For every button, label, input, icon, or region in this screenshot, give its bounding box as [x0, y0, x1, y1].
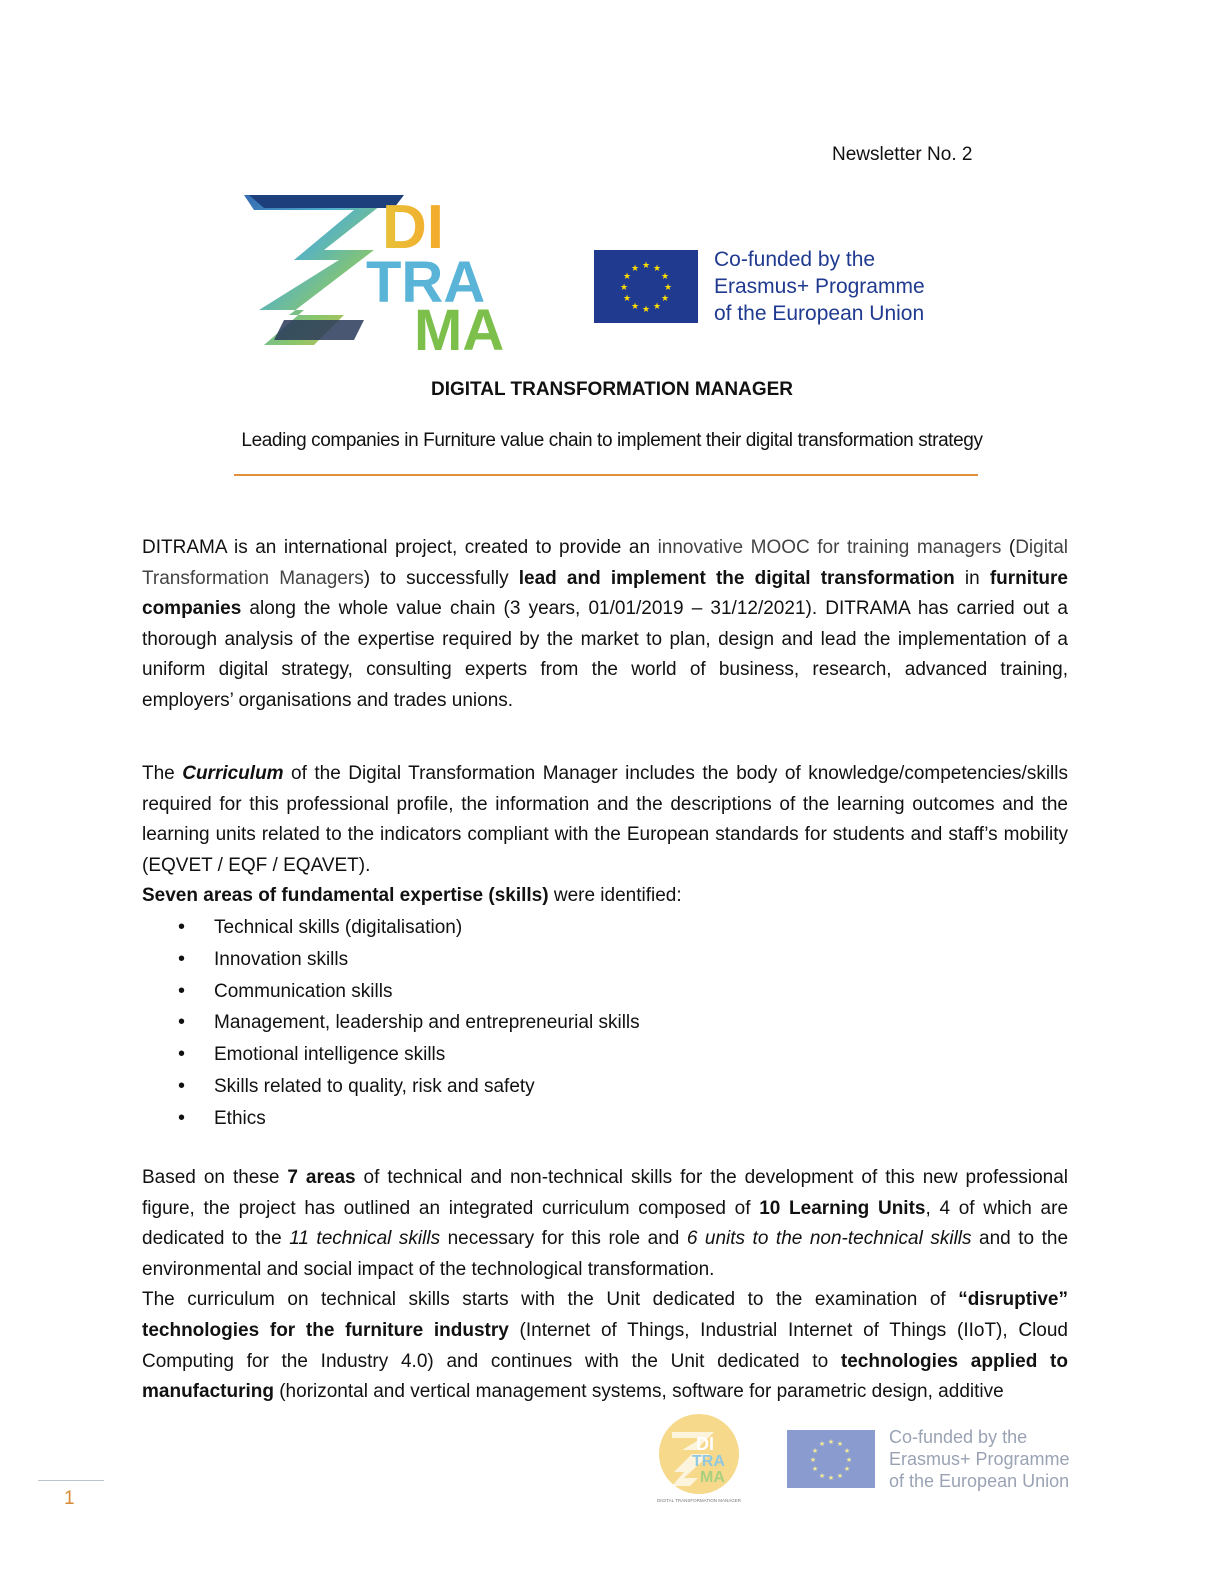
eu-line: Erasmus+ Programme	[714, 275, 925, 298]
footer-eu-flag-icon	[787, 1430, 875, 1488]
svg-text:★: ★	[836, 1440, 844, 1448]
curriculum-paragraph: The Curriculum of the Digital Transformation Manager includes the body of knowledge/competencies/skills required for this professional profile, the information and the descriptions of the learning outcomes and the learning units related to the indicators compliant with the European standards for students and staff’s mobility (EQVET / EQF / EQAVET). Seven areas of fundamental expertise (skills) were identified:	[142, 763, 1068, 907]
logo-letters-tra: TRA	[366, 250, 486, 315]
list-item: • Technical skills (digitalisation)	[178, 912, 978, 944]
svg-text:★: ★	[836, 1472, 844, 1480]
svg-text:★: ★	[641, 261, 651, 271]
svg-text:★: ★	[811, 1447, 819, 1455]
footer-divider	[38, 1480, 104, 1481]
intro-paragraph: DITRAMA is an international project, created to provide an innovative MOOC for training managers (Digital Transformation Managers) to successfully lead and implement the digital transformation in furniture companies along the whole value chain (3 years, 01/01/2019 – 31/12/2021). DITRAMA has carried out a thorough analysis of the expertise required by the market to plan, design and lead the implementation of a uniform digital strategy, consulting experts from the world of business, research, advanced training, employers’ organisations and trades unions.	[142, 537, 1068, 711]
page-number: 1	[64, 1488, 75, 1509]
footer-logo-ma: MA	[700, 1469, 725, 1486]
svg-text:★: ★	[818, 1440, 826, 1448]
svg-text:★: ★	[809, 1456, 817, 1464]
footer-eu-line: Erasmus+ Programme	[889, 1449, 1070, 1469]
logo-letters-ma: MA	[414, 298, 505, 355]
svg-text:★: ★	[827, 1474, 835, 1482]
footer-eu-line: Co-funded by the	[889, 1427, 1028, 1447]
footer-logo-tra: TRA	[692, 1453, 725, 1470]
eu-line: Co-funded by the	[714, 248, 876, 271]
page-subtitle: Leading companies in Furniture value chain to implement their digital transformation strategy	[241, 430, 983, 451]
footer-ditrama-logo	[654, 1414, 744, 1504]
list-item: • Innovation skills	[178, 944, 978, 976]
footer-eu-line: of the European Union	[889, 1471, 1070, 1491]
list-item: • Skills related to quality, risk and safety	[178, 1071, 978, 1103]
list-item: • Management, leadership and entrepreneurial skills	[178, 1007, 978, 1039]
svg-text:★: ★	[811, 1465, 819, 1473]
logo-letters-di: DI	[382, 193, 444, 262]
svg-text:★: ★	[827, 1438, 835, 1446]
svg-text:★: ★	[630, 302, 640, 312]
eu-line: of the European Union	[714, 302, 925, 325]
title-divider	[234, 474, 978, 476]
svg-text:★: ★	[622, 294, 632, 304]
eu-flag-icon	[594, 250, 698, 323]
svg-text:★: ★	[843, 1465, 851, 1473]
footer-logo-di: DI	[696, 1434, 714, 1454]
svg-text:★: ★	[622, 272, 632, 282]
page-title: DIGITAL TRANSFORMATION MANAGER	[430, 379, 794, 400]
svg-text:★: ★	[630, 264, 640, 274]
eu-cofunded-text	[714, 246, 954, 327]
footer-logo-caption: DIGITAL TRANSFORMATION MANAGER	[656, 1498, 742, 1503]
learning-units-paragraph: Based on these 7 areas of technical and non-technical skills for the development of this new professional figure, the project has outlined an integrated curriculum composed of 10 Learning Units, 4 of which are dedicated to the 11 technical skills necessary for this role and 6 units to the non-technical skills and to the environmental and social impact of the technological transformation. The curriculum on technical skills starts with the Unit dedicated to the examination of “disruptive” technologies for the furniture industry (Internet of Things, Industrial Internet of Things (IIoT), Cloud Computing for the Industry 4.0) and continues with the Unit dedicated to technologies applied to manufacturing (horizontal and vertical management systems, software for parametric design, additive	[142, 1167, 1069, 1403]
svg-text:★: ★	[641, 305, 651, 315]
svg-text:★: ★	[845, 1456, 853, 1464]
svg-text:★: ★	[652, 264, 662, 274]
ditrama-logo	[244, 190, 544, 355]
svg-text:★: ★	[660, 294, 670, 304]
list-item: • Emotional intelligence skills	[178, 1039, 978, 1071]
footer-eu-text	[889, 1426, 1089, 1492]
skills-list	[178, 912, 978, 1135]
svg-text:★: ★	[619, 283, 629, 293]
svg-text:★: ★	[843, 1447, 851, 1455]
svg-text:★: ★	[818, 1472, 826, 1480]
list-item: • Communication skills	[178, 976, 978, 1008]
svg-text:★: ★	[660, 272, 670, 282]
svg-text:★: ★	[663, 283, 673, 293]
svg-text:★: ★	[652, 302, 662, 312]
list-item: • Ethics	[178, 1103, 978, 1135]
newsletter-number: Newsletter No. 2	[832, 144, 973, 165]
